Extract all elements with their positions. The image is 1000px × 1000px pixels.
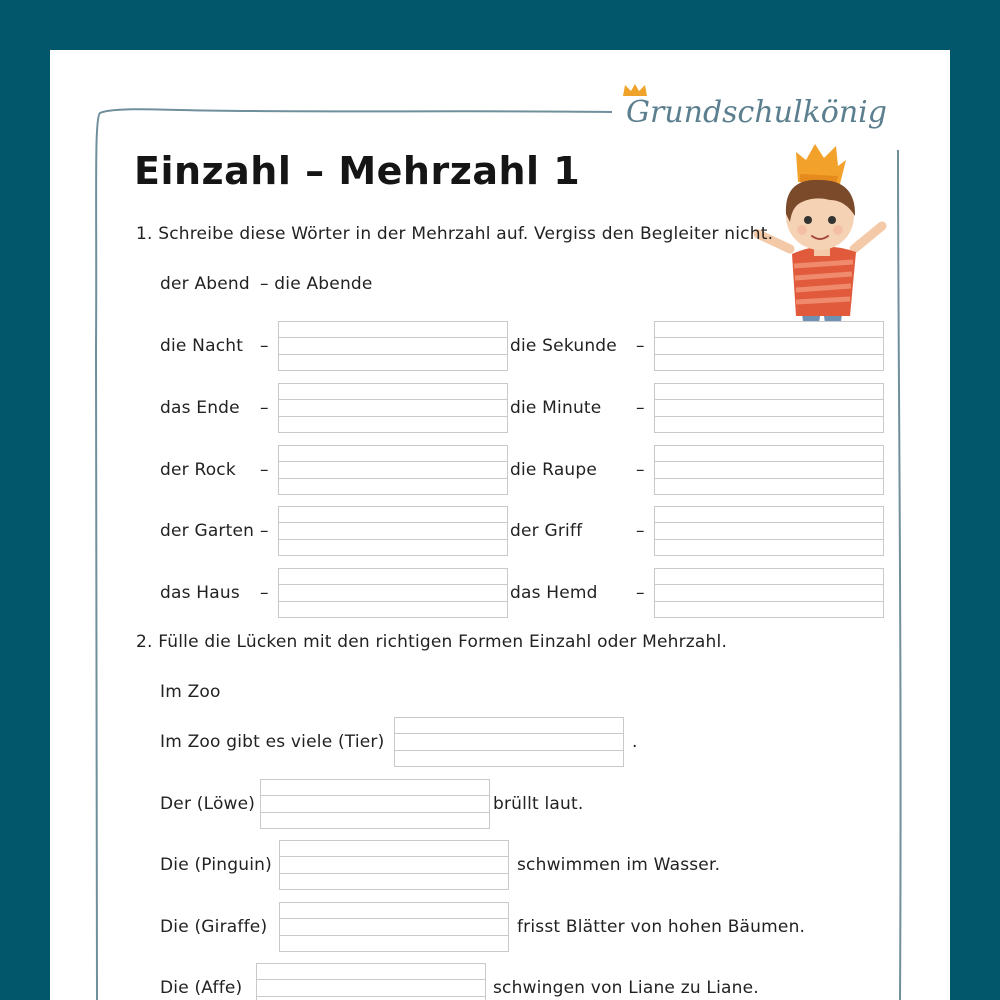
task1-instruction: 1. Schreibe diese Wörter in der Mehrzahl auf. Vergiss den Begleiter nicht. [136, 224, 774, 244]
answer-lines-right-4[interactable] [654, 506, 884, 556]
dash: – [636, 398, 645, 418]
word-left-5: das Haus [160, 583, 240, 603]
sentence-5-answer-lines[interactable] [256, 963, 486, 1000]
dash: – [260, 460, 269, 480]
sentence-1-answer-lines[interactable] [394, 717, 624, 767]
word-right-5: das Hemd [510, 583, 598, 603]
dash: – [260, 336, 269, 356]
sentence-3-after: schwimmen im Wasser. [517, 855, 721, 875]
word-right-2: die Minute [510, 398, 602, 418]
sentence-5-before: Die (Affe) [160, 978, 243, 998]
word-right-4: der Griff [510, 521, 583, 541]
word-left-2: das Ende [160, 398, 240, 418]
dash: – [260, 398, 269, 418]
dash: – [636, 460, 645, 480]
sentence-2-before: Der (Löwe) [160, 794, 256, 814]
dash: – [260, 583, 269, 603]
answer-lines-left-5[interactable] [278, 568, 508, 618]
example-answer: – die Abende [260, 274, 373, 294]
answer-lines-left-4[interactable] [278, 506, 508, 556]
sentence-3-answer-lines[interactable] [279, 840, 509, 890]
dash: – [260, 521, 269, 541]
answer-lines-left-2[interactable] [278, 383, 508, 433]
answer-lines-right-1[interactable] [654, 321, 884, 371]
worksheet-page [50, 50, 950, 1000]
word-right-1: die Sekunde [510, 336, 617, 356]
dash: – [636, 521, 645, 541]
brand-logo: Grundschulkönig [626, 95, 887, 130]
answer-lines-left-3[interactable] [278, 445, 508, 495]
example-word: der Abend [160, 274, 250, 294]
sentence-2-after: brüllt laut. [493, 794, 584, 814]
answer-lines-left-1[interactable] [278, 321, 508, 371]
sentence-1-after: . [632, 732, 638, 752]
sentence-4-answer-lines[interactable] [279, 902, 509, 952]
answer-lines-right-3[interactable] [654, 445, 884, 495]
task2-heading: Im Zoo [160, 682, 221, 702]
sentence-4-after: frisst Blätter von hohen Bäumen. [517, 917, 806, 937]
word-left-4: der Garten [160, 521, 255, 541]
answer-lines-right-5[interactable] [654, 568, 884, 618]
sentence-4-before: Die (Giraffe) [160, 917, 268, 937]
sentence-5-after: schwingen von Liane zu Liane. [493, 978, 759, 998]
sentence-3-before: Die (Pinguin) [160, 855, 272, 875]
page-title: Einzahl – Mehrzahl 1 [134, 149, 581, 193]
dash: – [636, 336, 645, 356]
dash: – [636, 583, 645, 603]
task2-instruction: 2. Fülle die Lücken mit den richtigen Formen Einzahl oder Mehrzahl. [136, 632, 728, 652]
sentence-2-answer-lines[interactable] [260, 779, 490, 829]
word-right-3: die Raupe [510, 460, 598, 480]
word-left-1: die Nacht [160, 336, 244, 356]
answer-lines-right-2[interactable] [654, 383, 884, 433]
word-left-3: der Rock [160, 460, 236, 480]
sentence-1-before: Im Zoo gibt es viele (Tier) [160, 732, 385, 752]
